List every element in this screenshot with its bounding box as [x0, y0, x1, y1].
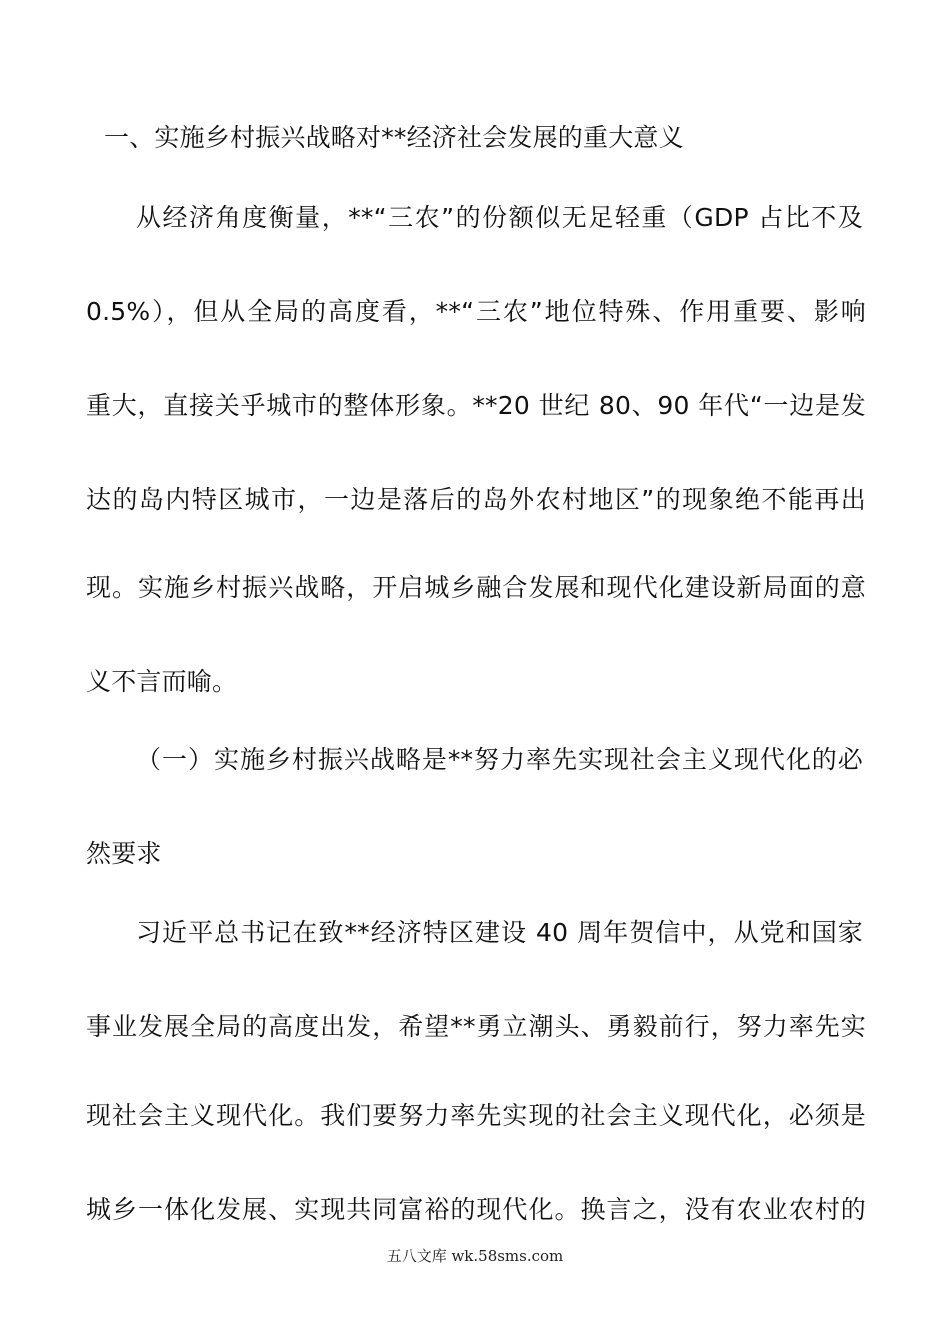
- paragraph-line: 义不言而喻。: [86, 667, 238, 696]
- paragraph-line: 事业发展全局的高度出发，希望**勇立潮头、勇毅前行，努力率先实: [86, 1012, 866, 1041]
- paragraph-line: 0.5%），但从全局的高度看，**“三农”地位特殊、作用重要、影响: [86, 297, 866, 326]
- paragraph-line: 重大，直接关乎城市的整体形象。**20 世纪 80、90 年代“一边是发: [86, 391, 866, 420]
- paragraph-line: 达的岛内特区城市，一边是落后的岛外农村地区”的现象绝不能再出: [86, 485, 866, 514]
- subsection-heading: （一）实施乡村振兴战略是**努力率先实现社会主义现代化的必: [136, 745, 863, 774]
- paragraph-line: 从经济角度衡量，**“三农”的份额似无足轻重（GDP 占比不及: [136, 203, 863, 232]
- paragraph-line: 现社会主义现代化。我们要努力率先实现的社会主义现代化，必须是: [86, 1101, 866, 1130]
- paragraph-line: 现。实施乡村振兴战略，开启城乡融合发展和现代化建设新局面的意: [86, 573, 866, 602]
- paragraph-line: 习近平总书记在致**经济特区建设 40 周年贺信中，从党和国家: [136, 918, 863, 947]
- subsection-heading-continued: 然要求: [86, 839, 162, 868]
- footer-watermark: 五八文库 wk.58sms.com: [386, 1247, 564, 1265]
- paragraph-line: 城乡一体化发展、实现共同富裕的现代化。换言之，没有农业农村的: [86, 1195, 866, 1224]
- section-heading: 一、实施乡村振兴战略对**经济社会发展的重大意义: [104, 123, 684, 152]
